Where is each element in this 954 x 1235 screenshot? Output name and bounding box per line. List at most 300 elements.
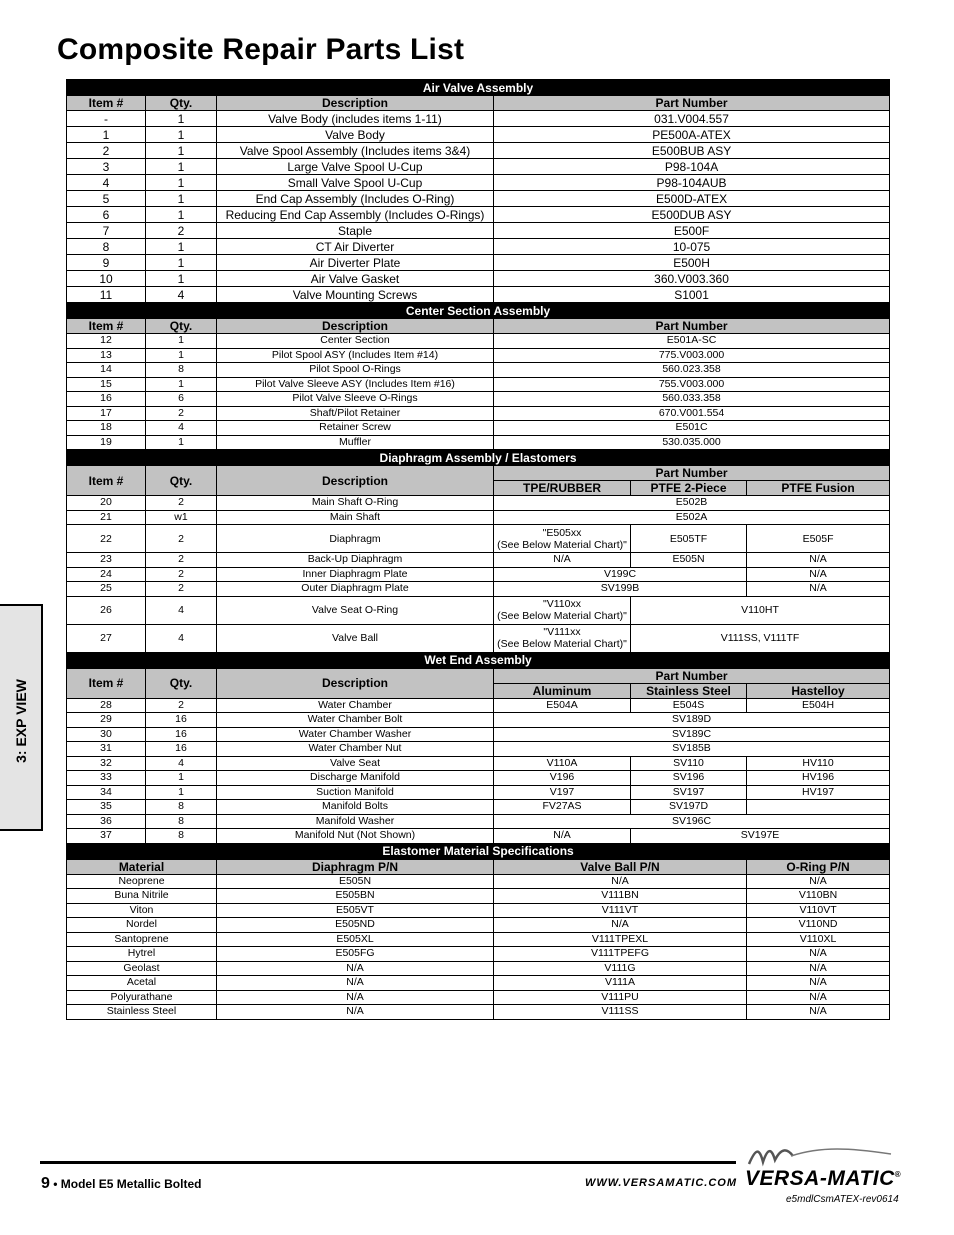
table-cell: 34 bbox=[67, 785, 146, 800]
column-header: Material bbox=[67, 859, 217, 874]
table-cell: 30 bbox=[67, 727, 146, 742]
table-cell: N/A bbox=[747, 874, 890, 889]
table-cell: E505N bbox=[217, 874, 494, 889]
table-cell: 775.V003.000 bbox=[494, 348, 890, 363]
table-cell: 18 bbox=[67, 421, 146, 436]
cell-line: "E505xx bbox=[542, 526, 582, 539]
table-row bbox=[67, 255, 890, 271]
column-header-row bbox=[67, 319, 890, 334]
table-row bbox=[67, 1005, 890, 1020]
table-cell: N/A bbox=[217, 990, 494, 1005]
table-cell: 8 bbox=[67, 239, 146, 255]
table-cell: S1001 bbox=[494, 287, 890, 303]
table-cell: Center Section bbox=[217, 334, 494, 349]
table-cell: Hytrel bbox=[67, 947, 217, 962]
table-row bbox=[67, 889, 890, 904]
table-cell: 24 bbox=[67, 567, 146, 582]
table-cell: 4 bbox=[146, 421, 217, 436]
table-cell: Valve Seat O-Ring bbox=[217, 596, 494, 624]
table-cell: 16 bbox=[67, 392, 146, 407]
table-cell: N/A bbox=[747, 567, 890, 582]
column-header: Item # bbox=[67, 668, 146, 698]
column-header: Diaphragm P/N bbox=[217, 859, 494, 874]
table-row bbox=[67, 961, 890, 976]
footer-page-info bbox=[41, 1175, 201, 1193]
table-cell: N/A bbox=[747, 947, 890, 962]
table-row bbox=[67, 947, 890, 962]
table-cell: E505BN bbox=[217, 889, 494, 904]
table-cell: 2 bbox=[146, 406, 217, 421]
table-cell: 4 bbox=[146, 624, 217, 652]
table-cell: E502B bbox=[494, 496, 890, 511]
table-cell: V110BN bbox=[747, 889, 890, 904]
table-cell: 32 bbox=[67, 756, 146, 771]
table-row bbox=[67, 406, 890, 421]
table-cell: Pilot Valve Sleeve ASY (Includes Item #16) bbox=[217, 377, 494, 392]
table-cell: 755.V003.000 bbox=[494, 377, 890, 392]
table-row bbox=[67, 334, 890, 349]
table-cell: V110XL bbox=[747, 932, 890, 947]
section-header bbox=[67, 652, 890, 668]
table-cell: E500F bbox=[494, 223, 890, 239]
table-cell: 9 bbox=[67, 255, 146, 271]
column-header: Description bbox=[217, 466, 494, 496]
table-cell: HV197 bbox=[747, 785, 890, 800]
table-row bbox=[67, 932, 890, 947]
table-cell: 1 bbox=[146, 191, 217, 207]
column-header: Qty. bbox=[146, 668, 217, 698]
table-cell: 27 bbox=[67, 624, 146, 652]
table-cell: 10-075 bbox=[494, 239, 890, 255]
table-cell: 8 bbox=[146, 829, 217, 844]
table-cell: 29 bbox=[67, 713, 146, 728]
table-cell: 360.V003.360 bbox=[494, 271, 890, 287]
table-cell: N/A bbox=[747, 990, 890, 1005]
table-cell: Outer Diaphragm Plate bbox=[217, 582, 494, 597]
table-cell: V111TPEXL bbox=[494, 932, 747, 947]
table-cell: Pilot Spool O-Rings bbox=[217, 363, 494, 378]
table-cell: 1 bbox=[146, 207, 217, 223]
section-header bbox=[67, 303, 890, 319]
table-cell: V110A bbox=[494, 756, 631, 771]
table-cell: 2 bbox=[146, 223, 217, 239]
table-row bbox=[67, 713, 890, 728]
table-cell: 2 bbox=[146, 496, 217, 511]
table-cell: Valve Seat bbox=[217, 756, 494, 771]
table-row bbox=[67, 287, 890, 303]
column-header-row bbox=[67, 668, 890, 683]
document-code: e5mdlCsmATEX-rev0614 bbox=[786, 1194, 899, 1205]
column-header: Part Number bbox=[494, 668, 890, 683]
table-cell: Valve Ball bbox=[217, 624, 494, 652]
table-cell: 8 bbox=[146, 814, 217, 829]
table-cell: E505XL bbox=[217, 932, 494, 947]
column-header: Description bbox=[217, 96, 494, 111]
table-cell: N/A bbox=[494, 553, 631, 568]
column-header-row bbox=[67, 466, 890, 481]
table-cell: SV196C bbox=[494, 814, 890, 829]
table-cell: 10 bbox=[67, 271, 146, 287]
column-header: O-Ring P/N bbox=[747, 859, 890, 874]
table-row bbox=[67, 800, 890, 815]
table-cell: Valve Body (includes items 1-11) bbox=[217, 111, 494, 127]
table-cell: E505N bbox=[631, 553, 747, 568]
table-cell: E502A bbox=[494, 510, 890, 525]
table-cell: SV199B bbox=[494, 582, 747, 597]
table-row bbox=[67, 127, 890, 143]
column-header: Valve Ball P/N bbox=[494, 859, 747, 874]
table-cell: HV196 bbox=[747, 771, 890, 786]
table-cell: N/A bbox=[747, 961, 890, 976]
table-row bbox=[67, 111, 890, 127]
table-cell: PE500A-ATEX bbox=[494, 127, 890, 143]
section-header bbox=[67, 450, 890, 466]
table-cell: P98-104A bbox=[494, 159, 890, 175]
table-cell: 19 bbox=[67, 435, 146, 450]
table-cell: 6 bbox=[146, 392, 217, 407]
table-cell: 1 bbox=[146, 127, 217, 143]
column-header: Qty. bbox=[146, 319, 217, 334]
table-cell bbox=[494, 596, 631, 624]
table-cell: 20 bbox=[67, 496, 146, 511]
table-cell: Stainless Steel bbox=[67, 1005, 217, 1020]
table-cell: E501C bbox=[494, 421, 890, 436]
table-row bbox=[67, 756, 890, 771]
table-cell: Valve Body bbox=[217, 127, 494, 143]
table-cell: Discharge Manifold bbox=[217, 771, 494, 786]
table-cell: N/A bbox=[217, 961, 494, 976]
column-header: Part Number bbox=[494, 466, 890, 481]
table-cell: Neoprene bbox=[67, 874, 217, 889]
table-cell: Manifold Bolts bbox=[217, 800, 494, 815]
column-header-row bbox=[67, 859, 890, 874]
table-cell: N/A bbox=[747, 1005, 890, 1020]
table-cell: V111PU bbox=[494, 990, 747, 1005]
table-cell: 1 bbox=[146, 239, 217, 255]
table-row bbox=[67, 990, 890, 1005]
section-title: Wet End Assembly bbox=[67, 652, 890, 668]
column-header: Item # bbox=[67, 319, 146, 334]
page-number: 9 bbox=[41, 1175, 50, 1192]
table-cell: SV110 bbox=[631, 756, 747, 771]
table-cell: 2 bbox=[146, 553, 217, 568]
table-row bbox=[67, 392, 890, 407]
table-cell bbox=[494, 624, 631, 652]
table-cell: 1 bbox=[146, 159, 217, 175]
table-cell: N/A bbox=[747, 582, 890, 597]
table-cell: Acetal bbox=[67, 976, 217, 991]
column-subheader: Hastelloy bbox=[747, 683, 890, 698]
table-cell: 33 bbox=[67, 771, 146, 786]
table-cell: 2 bbox=[146, 525, 217, 553]
column-header: Part Number bbox=[494, 319, 890, 334]
table-cell: Valve Mounting Screws bbox=[217, 287, 494, 303]
table-cell: 670.V001.554 bbox=[494, 406, 890, 421]
table-cell: SV197D bbox=[631, 800, 747, 815]
table-row bbox=[67, 624, 890, 652]
table-row bbox=[67, 976, 890, 991]
footer-rule bbox=[40, 1161, 736, 1164]
table-cell: 3 bbox=[67, 159, 146, 175]
table-row bbox=[67, 727, 890, 742]
table-row bbox=[67, 785, 890, 800]
logo-swoosh-icon bbox=[741, 1140, 906, 1170]
table-row bbox=[67, 363, 890, 378]
table-cell: 23 bbox=[67, 553, 146, 568]
table-row bbox=[67, 191, 890, 207]
table-row bbox=[67, 223, 890, 239]
table-row bbox=[67, 874, 890, 889]
table-cell: End Cap Assembly (Includes O-Ring) bbox=[217, 191, 494, 207]
table-cell: E500D-ATEX bbox=[494, 191, 890, 207]
table-cell: P98-104AUB bbox=[494, 175, 890, 191]
column-header: Qty. bbox=[146, 466, 217, 496]
cell-line: (See Below Material Chart)" bbox=[497, 538, 627, 551]
table-cell: 1 bbox=[146, 435, 217, 450]
table-row bbox=[67, 207, 890, 223]
table-cell: 22 bbox=[67, 525, 146, 553]
parts-table bbox=[66, 79, 890, 1020]
table-cell: Main Shaft O-Ring bbox=[217, 496, 494, 511]
table-cell: Valve Spool Assembly (Includes items 3&4) bbox=[217, 143, 494, 159]
table-cell: 031.V004.557 bbox=[494, 111, 890, 127]
table-cell: Water Chamber bbox=[217, 698, 494, 713]
table-cell: 35 bbox=[67, 800, 146, 815]
table-cell: V110VT bbox=[747, 903, 890, 918]
table-cell bbox=[747, 800, 890, 815]
table-row bbox=[67, 496, 890, 511]
section-title: Elastomer Material Specifications bbox=[67, 843, 890, 859]
table-cell: 16 bbox=[146, 742, 217, 757]
website-url[interactable]: WWW.VERSAMATIC.COM bbox=[585, 1177, 738, 1189]
table-cell: E501A-SC bbox=[494, 334, 890, 349]
table-cell: FV27AS bbox=[494, 800, 631, 815]
table-row bbox=[67, 582, 890, 597]
column-header: Item # bbox=[67, 466, 146, 496]
table-cell: E505ND bbox=[217, 918, 494, 933]
table-cell: Inner Diaphragm Plate bbox=[217, 567, 494, 582]
column-header: Description bbox=[217, 319, 494, 334]
column-header: Item # bbox=[67, 96, 146, 111]
table-row bbox=[67, 143, 890, 159]
section-side-tab[interactable] bbox=[0, 604, 43, 831]
column-subheader: TPE/RUBBER bbox=[494, 481, 631, 496]
table-cell: N/A bbox=[217, 1005, 494, 1020]
table-cell: SV189C bbox=[494, 727, 890, 742]
table-cell: V196 bbox=[494, 771, 631, 786]
table-row bbox=[67, 348, 890, 363]
versamatic-logo bbox=[741, 1140, 906, 1200]
table-cell: CT Air Diverter bbox=[217, 239, 494, 255]
table-cell: 1 bbox=[146, 334, 217, 349]
table-cell: N/A bbox=[494, 829, 631, 844]
table-cell: Water Chamber Bolt bbox=[217, 713, 494, 728]
table-cell: 7 bbox=[67, 223, 146, 239]
table-cell: 5 bbox=[67, 191, 146, 207]
column-header: Part Number bbox=[494, 96, 890, 111]
table-cell: SV197 bbox=[631, 785, 747, 800]
parts-table-container bbox=[66, 79, 889, 1020]
table-cell: SV196 bbox=[631, 771, 747, 786]
section-title: Air Valve Assembly bbox=[67, 80, 890, 96]
table-cell: Air Valve Gasket bbox=[217, 271, 494, 287]
section-title: Diaphragm Assembly / Elastomers bbox=[67, 450, 890, 466]
table-cell: Diaphragm bbox=[217, 525, 494, 553]
model-name: • Model E5 Metallic Bolted bbox=[49, 1177, 202, 1191]
table-cell: Staple bbox=[217, 223, 494, 239]
section-header bbox=[67, 80, 890, 96]
table-row bbox=[67, 239, 890, 255]
column-header: Description bbox=[217, 668, 494, 698]
logo-wordmark: VERSA-MATIC® bbox=[745, 1167, 902, 1190]
table-cell: 28 bbox=[67, 698, 146, 713]
table-cell: SV197E bbox=[631, 829, 890, 844]
cell-line: (See Below Material Chart)" bbox=[497, 638, 627, 650]
side-tab-label: 3: EXP VIEW bbox=[13, 679, 29, 763]
table-cell: Geolast bbox=[67, 961, 217, 976]
table-cell: E500DUB ASY bbox=[494, 207, 890, 223]
table-cell: N/A bbox=[494, 874, 747, 889]
table-cell: V199C bbox=[494, 567, 747, 582]
table-row bbox=[67, 742, 890, 757]
table-cell: 21 bbox=[67, 510, 146, 525]
table-cell: 17 bbox=[67, 406, 146, 421]
table-cell: 36 bbox=[67, 814, 146, 829]
table-cell: 16 bbox=[146, 713, 217, 728]
column-subheader: PTFE 2-Piece bbox=[631, 481, 747, 496]
column-header: Qty. bbox=[146, 96, 217, 111]
table-cell: Air Diverter Plate bbox=[217, 255, 494, 271]
table-cell: 2 bbox=[146, 698, 217, 713]
table-cell: 560.033.358 bbox=[494, 392, 890, 407]
table-row bbox=[67, 814, 890, 829]
table-cell: 8 bbox=[146, 363, 217, 378]
table-cell: E505F bbox=[747, 525, 890, 553]
table-cell: Large Valve Spool U-Cup bbox=[217, 159, 494, 175]
table-cell: E505VT bbox=[217, 903, 494, 918]
page-title: Composite Repair Parts List bbox=[57, 33, 465, 66]
table-cell: 1 bbox=[146, 175, 217, 191]
table-cell: 4 bbox=[146, 287, 217, 303]
table-cell: 15 bbox=[67, 377, 146, 392]
table-cell: 6 bbox=[67, 207, 146, 223]
table-cell bbox=[494, 525, 631, 553]
table-cell: 1 bbox=[146, 143, 217, 159]
table-cell: w1 bbox=[146, 510, 217, 525]
table-cell: Water Chamber Nut bbox=[217, 742, 494, 757]
table-cell: 12 bbox=[67, 334, 146, 349]
table-cell: 1 bbox=[146, 377, 217, 392]
table-cell: N/A bbox=[217, 976, 494, 991]
table-row bbox=[67, 175, 890, 191]
table-cell: Santoprene bbox=[67, 932, 217, 947]
table-cell: V111A bbox=[494, 976, 747, 991]
table-cell: V197 bbox=[494, 785, 631, 800]
table-cell: E504A bbox=[494, 698, 631, 713]
table-cell: Pilot Spool ASY (Includes Item #14) bbox=[217, 348, 494, 363]
table-cell: Main Shaft bbox=[217, 510, 494, 525]
table-row bbox=[67, 435, 890, 450]
table-cell: V111BN bbox=[494, 889, 747, 904]
table-cell: V111G bbox=[494, 961, 747, 976]
table-cell: 4 bbox=[146, 596, 217, 624]
table-cell: 26 bbox=[67, 596, 146, 624]
table-cell: E505TF bbox=[631, 525, 747, 553]
table-cell: V111TPEFG bbox=[494, 947, 747, 962]
table-cell: V111SS, V111TF bbox=[631, 624, 890, 652]
table-cell: N/A bbox=[494, 918, 747, 933]
table-cell: 14 bbox=[67, 363, 146, 378]
table-cell: SV189D bbox=[494, 713, 890, 728]
table-row bbox=[67, 567, 890, 582]
table-cell: Retainer Screw bbox=[217, 421, 494, 436]
table-cell: Nordel bbox=[67, 918, 217, 933]
table-cell: E500H bbox=[494, 255, 890, 271]
table-cell: N/A bbox=[747, 553, 890, 568]
column-subheader: PTFE Fusion bbox=[747, 481, 890, 496]
table-cell: Polyurathane bbox=[67, 990, 217, 1005]
table-cell: 2 bbox=[67, 143, 146, 159]
table-cell: E500BUB ASY bbox=[494, 143, 890, 159]
table-cell: 1 bbox=[146, 255, 217, 271]
table-cell: Shaft/Pilot Retainer bbox=[217, 406, 494, 421]
table-cell: Muffler bbox=[217, 435, 494, 450]
table-cell: 4 bbox=[67, 175, 146, 191]
table-cell: 560.023.358 bbox=[494, 363, 890, 378]
table-row bbox=[67, 271, 890, 287]
table-cell: Suction Manifold bbox=[217, 785, 494, 800]
column-subheader: Aluminum bbox=[494, 683, 631, 698]
table-row bbox=[67, 771, 890, 786]
table-cell: 1 bbox=[146, 348, 217, 363]
table-cell: 8 bbox=[146, 800, 217, 815]
table-cell: 1 bbox=[146, 271, 217, 287]
table-cell: 2 bbox=[146, 567, 217, 582]
table-cell: N/A bbox=[747, 976, 890, 991]
section-header bbox=[67, 843, 890, 859]
table-cell: Reducing End Cap Assembly (Includes O-Rings) bbox=[217, 207, 494, 223]
table-cell: Buna Nitrile bbox=[67, 889, 217, 904]
table-cell: 13 bbox=[67, 348, 146, 363]
table-cell: 530.035.000 bbox=[494, 435, 890, 450]
table-row bbox=[67, 903, 890, 918]
table-cell: E505FG bbox=[217, 947, 494, 962]
table-row bbox=[67, 377, 890, 392]
cell-line: "V110xx bbox=[543, 598, 581, 610]
section-title: Center Section Assembly bbox=[67, 303, 890, 319]
table-cell: 2 bbox=[146, 582, 217, 597]
table-cell: V111SS bbox=[494, 1005, 747, 1020]
table-cell: Back-Up Diaphragm bbox=[217, 553, 494, 568]
column-subheader: Stainless Steel bbox=[631, 683, 747, 698]
table-cell: 4 bbox=[146, 756, 217, 771]
table-row bbox=[67, 596, 890, 624]
table-cell: E504S bbox=[631, 698, 747, 713]
table-row bbox=[67, 918, 890, 933]
column-header-row bbox=[67, 96, 890, 111]
table-row bbox=[67, 829, 890, 844]
table-cell: Small Valve Spool U-Cup bbox=[217, 175, 494, 191]
table-cell: 16 bbox=[146, 727, 217, 742]
table-cell: SV185B bbox=[494, 742, 890, 757]
table-row bbox=[67, 525, 890, 553]
table-cell: 1 bbox=[67, 127, 146, 143]
table-cell: - bbox=[67, 111, 146, 127]
table-cell: 1 bbox=[146, 785, 217, 800]
table-cell: Manifold Nut (Not Shown) bbox=[217, 829, 494, 844]
table-cell: V111VT bbox=[494, 903, 747, 918]
table-cell: 31 bbox=[67, 742, 146, 757]
